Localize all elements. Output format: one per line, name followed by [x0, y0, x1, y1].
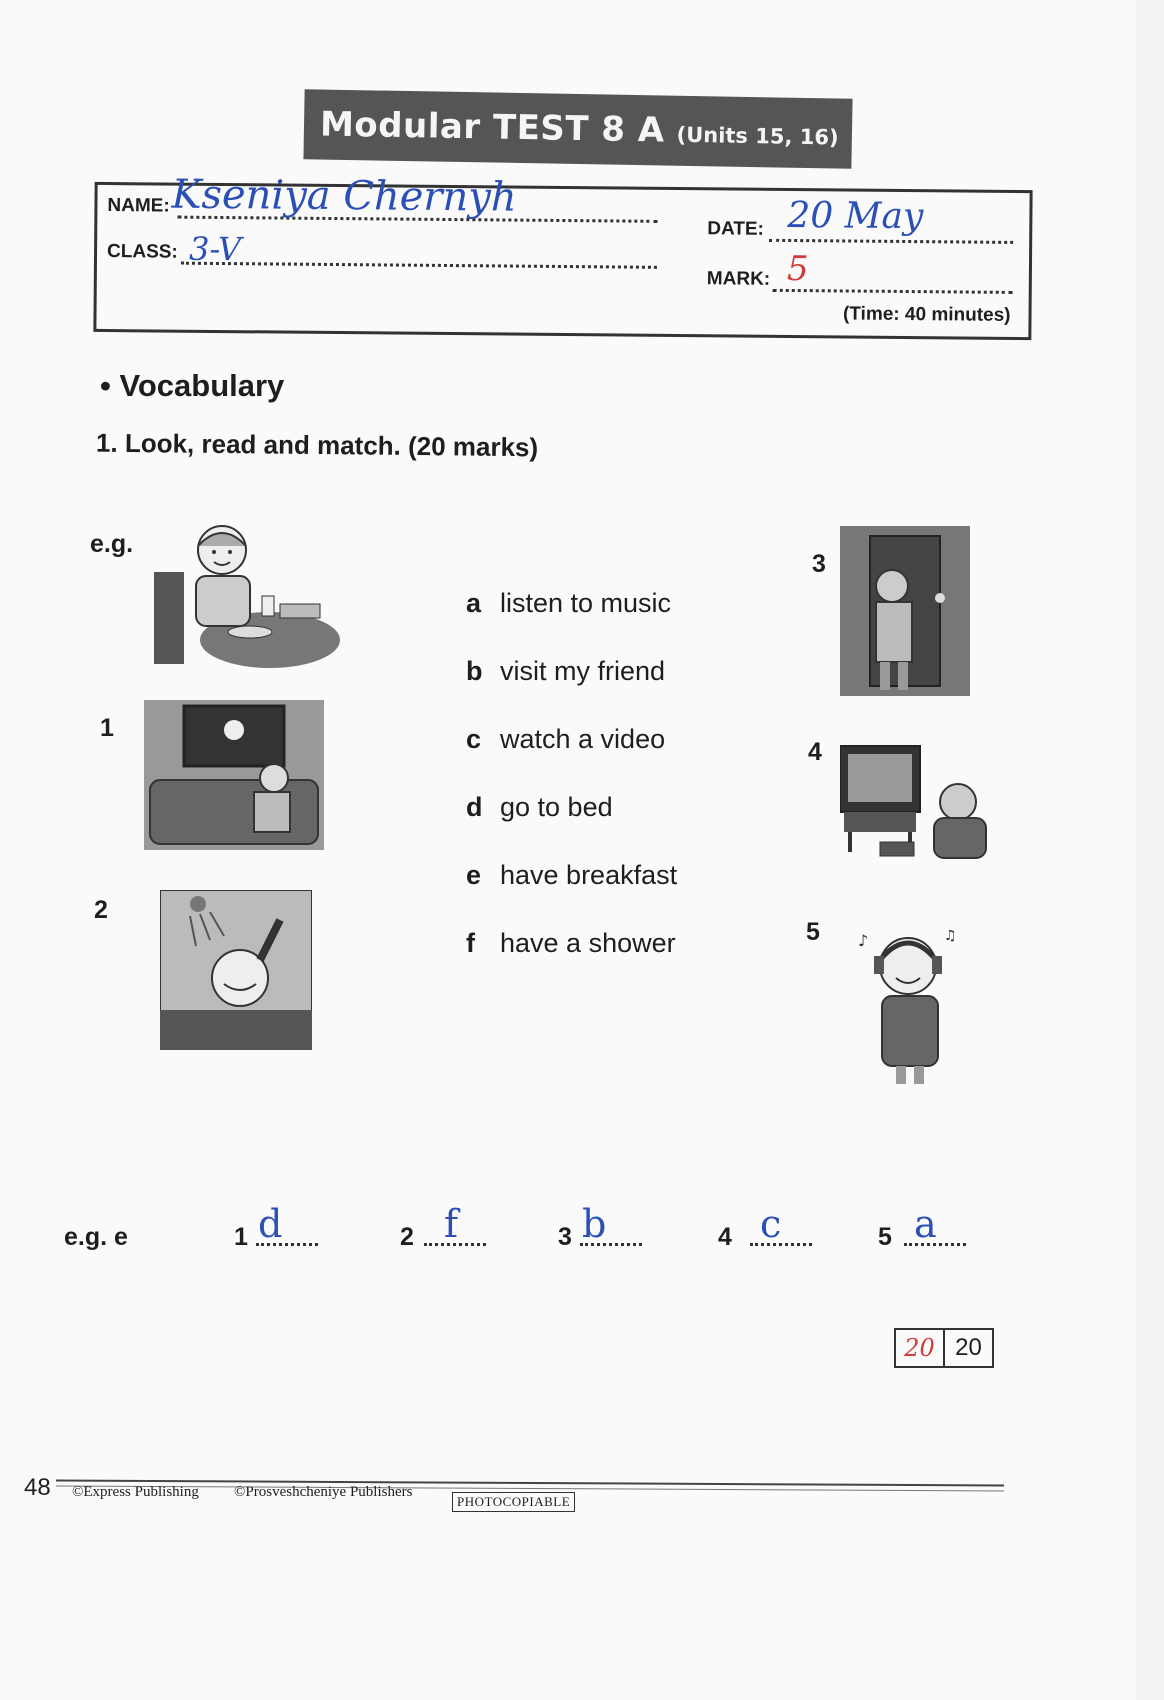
mark-dots [773, 289, 1013, 294]
mark-handwritten: 5 [786, 248, 809, 290]
scan-edge [1136, 0, 1164, 1700]
page-number: 48 [24, 1474, 51, 1501]
option-text: watch a video [500, 724, 666, 754]
option-text: have a shower [500, 928, 676, 958]
answer-handwritten: b [582, 1202, 607, 1246]
option-text: listen to music [500, 588, 672, 618]
option-letter: c [466, 724, 482, 754]
option-e [466, 860, 786, 928]
score-total: 20 [943, 1330, 992, 1366]
boy-in-shower-icon [160, 890, 312, 1050]
boy-at-door-icon [840, 526, 970, 696]
picture-number-4: 4 [808, 738, 822, 766]
answer-number: 3 [558, 1223, 572, 1251]
section-title: • Vocabulary [100, 368, 285, 403]
test-title: Modular TEST 8 A [319, 104, 666, 151]
option-letter: a [466, 588, 482, 618]
name-handwritten: Kseniya Chernyh [171, 171, 517, 221]
option-letter: f [466, 928, 475, 958]
picture-number-1: 1 [100, 714, 114, 742]
answer-number: 4 [718, 1223, 732, 1251]
option-text: go to bed [500, 792, 613, 822]
option-letter: d [466, 792, 483, 822]
date-dots [769, 239, 1013, 244]
boy-going-to-bed-icon [144, 700, 324, 850]
score-box [894, 1328, 994, 1368]
svg-text:♪: ♪ [858, 931, 869, 950]
test-units: (Units 15, 16) [676, 122, 839, 150]
answer-handwritten: d [258, 1202, 283, 1246]
class-handwritten: 3-V [188, 229, 242, 269]
option-a [466, 588, 786, 656]
option-letter: e [466, 860, 482, 890]
answer-number: 2 [400, 1223, 414, 1251]
publisher-express: ©Express Publishing [72, 1484, 199, 1500]
class-dots [181, 262, 657, 269]
option-letter: b [466, 656, 483, 686]
photocopiable-label: PHOTOCOPIABLE [452, 1492, 575, 1512]
mark-label: MARK: [706, 268, 771, 290]
option-text: have breakfast [500, 860, 678, 890]
time-note: (Time: 40 minutes) [842, 303, 1011, 326]
answer-number: 1 [234, 1223, 248, 1251]
option-c [466, 724, 786, 792]
girl-with-headphones-icon [856, 916, 966, 1086]
option-b [466, 656, 786, 724]
exercise-instruction: 1. Look, read and match. (20 marks) [95, 427, 539, 463]
student-info-box [93, 171, 1032, 340]
boy-watching-tv-icon [840, 742, 996, 862]
answer-handwritten: c [760, 1202, 782, 1246]
answer-handwritten: a [914, 1202, 937, 1246]
picture-number-3: 3 [812, 550, 826, 578]
score-awarded: 20 [904, 1334, 935, 1362]
option-list [466, 588, 786, 996]
answer-row [64, 1198, 994, 1258]
publisher-prosveshcheniye: ©Prosveshcheniye Publishers [234, 1484, 413, 1500]
svg-text:♫: ♫ [944, 928, 957, 944]
picture-number-2: 2 [94, 896, 108, 924]
example-answer: e.g. e [64, 1223, 128, 1251]
test-title-bar [303, 89, 852, 169]
date-label: DATE: [707, 218, 765, 240]
option-text: visit my friend [500, 656, 666, 686]
name-label: NAME: [107, 195, 170, 217]
girl-eating-breakfast-icon [150, 520, 340, 670]
example-label: e.g. [90, 530, 134, 558]
option-f [466, 928, 786, 996]
option-d [466, 792, 786, 860]
date-handwritten: 20 May [787, 194, 924, 238]
picture-number-5: 5 [806, 918, 820, 946]
answer-number: 5 [878, 1223, 892, 1251]
answer-handwritten: f [444, 1202, 459, 1246]
class-label: CLASS: [106, 241, 178, 263]
